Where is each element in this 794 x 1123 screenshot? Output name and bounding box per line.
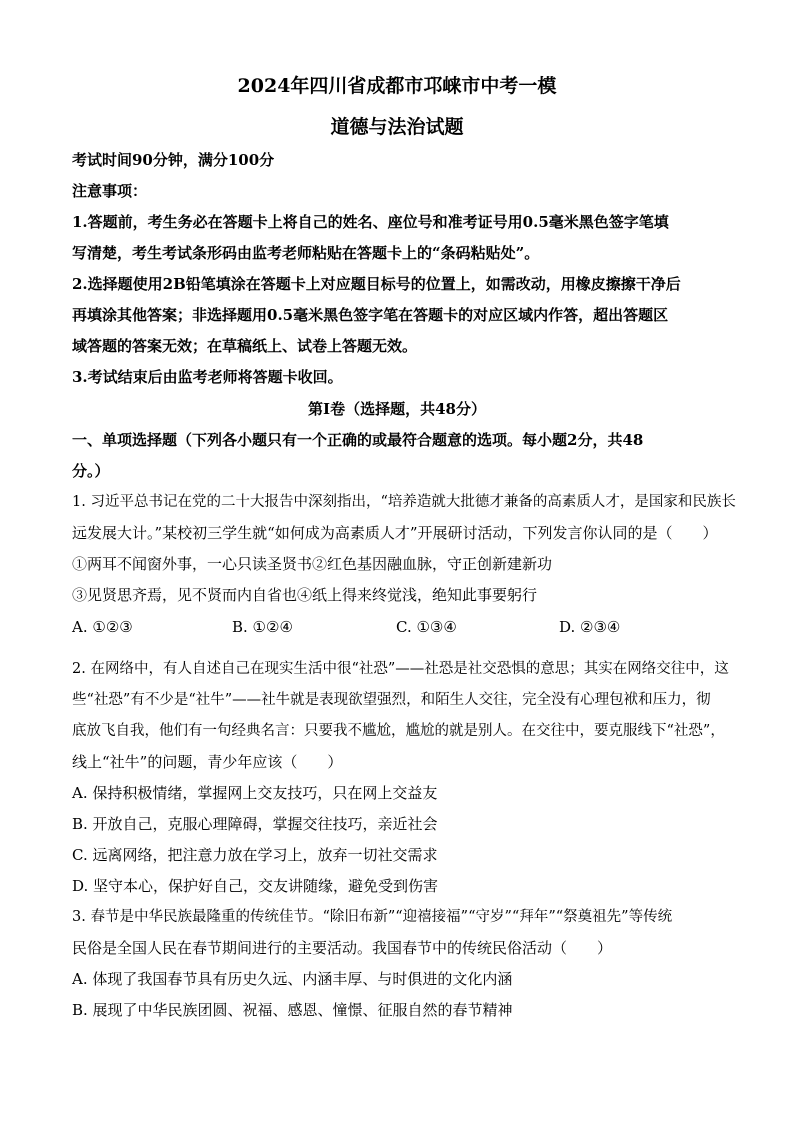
q1-option-a: A. ①②③ [72, 618, 133, 636]
q2-line-3: 底放飞自我，他们有一句经典名言：只要我不尴尬，尴尬的就是别人。在交往中，要克服线下“社恐”， [72, 723, 725, 739]
notice-1-line-1: 1.答题前，考生务必在答题卡上将自己的姓名、座位号和准考证号用0.5毫米黑色签字笔填 [72, 213, 669, 231]
exam-time: 考试时间90分钟，满分100分 [72, 151, 275, 169]
q1-line-3: ①两耳不闻窗外事，一心只读圣贤书②红色基因融血脉，守正创新建新功 [72, 555, 553, 573]
q3-line-1: 3. 春节是中华民族最隆重的传统佳节。“除旧布新”“迎禧接福”“守岁”“拜年”“祭奠祖先”等传统 [72, 909, 673, 925]
exam-subtitle: 道德与法治试题 [330, 116, 464, 138]
q1-line-2: 远发展大计。”某校初三学生就“如何成为高素质人才”开展研讨活动，下列发言你认同的是（ ） [72, 524, 718, 542]
q2-line-1: 2. 在网络中，有人自述自己在现实生活中很“社恐”——社恐是社交恐惧的意思；其实在网络交往中，这 [72, 661, 729, 677]
q2-line-4: 线上“社牛”的问题，青少年应该（ ） [72, 753, 343, 771]
notice-2-line-3: 域答题的答案无效；在草稿纸上、试卷上答题无效。 [72, 337, 418, 355]
notice-2-line-2: 再填涂其他答案；非选择题用0.5毫米黑色签字笔在答题卡的对应区域内作答，超出答题区 [72, 306, 669, 324]
q3-option-a: A. 体现了我国春节具有历史久远、内涵丰厚、与时俱进的文化内涵 [72, 970, 513, 988]
q1-line-4: ③见贤思齐焉，见不贤而内自省也④纸上得来终觉浅，绝知此事要躬行 [72, 586, 538, 604]
section-heading-line-1: 一、单项选择题（下列各小题只有一个正确的或最符合题意的选项。每小题2分，共48 [72, 431, 644, 449]
q1-option-c: C. ①③④ [396, 618, 457, 636]
q2-option-c: C. 远离网络，把注意力放在学习上，放弃一切社交需求 [72, 846, 438, 864]
notice-2-line-1: 2.选择题使用2B铅笔填涂在答题卡上对应题目标号的位置上，如需改动，用橡皮擦擦干净后 [72, 275, 681, 293]
q2-line-2: 些“社恐”有不少是“社牛”——社牛就是表现欲望强烈，和陌生人交往，完全没有心理包袱和压力，彻 [72, 692, 711, 708]
q1-line-1: 1. 习近平总书记在党的二十大报告中深刻指出，“培养造就大批德才兼备的高素质人才，是国家和民族长 [72, 494, 736, 510]
q3-option-b: B. 展现了中华民族团圆、祝福、感恩、憧憬、征服自然的春节精神 [72, 1001, 513, 1019]
q3-line-2: 民俗是全国人民在春节期间进行的主要活动。我国春节中的传统民俗活动（ ） [72, 939, 613, 957]
q2-option-a: A. 保持积极情绪，掌握网上交友技巧，只在网上交益友 [72, 784, 438, 802]
q2-option-b: B. 开放自己，克服心理障碍，掌握交往技巧，亲近社会 [72, 815, 438, 833]
q1-option-b: B. ①②④ [232, 618, 293, 636]
notice-title: 注意事项： [72, 182, 148, 200]
exam-title: 2024年四川省成都市邛崃市中考一模 [237, 75, 557, 97]
notice-3: 3.考试结束后由监考老师将答题卡收回。 [72, 368, 343, 386]
volume-heading: 第Ⅰ卷（选择题，共48分） [308, 400, 486, 418]
section-heading-line-2: 分。） [72, 462, 110, 480]
q1-option-d: D. ②③④ [559, 618, 621, 636]
q2-option-d: D. 坚守本心，保护好自己，交友讲随缘，避免受到伤害 [72, 877, 439, 895]
notice-1-line-2: 写清楚，考生考试条形码由监考老师粘贴在答题卡上的“条码粘贴处”。 [72, 244, 540, 262]
